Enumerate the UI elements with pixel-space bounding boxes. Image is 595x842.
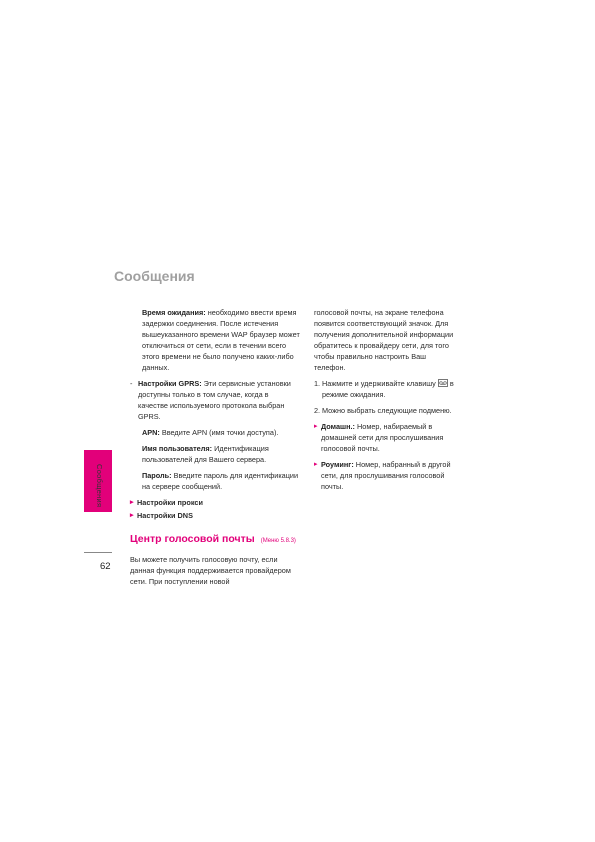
wait-time-item: [130, 307, 300, 373]
voicemail-key-icon: [438, 379, 448, 387]
voicemail-continued-text: голосовой почты, на экране телефона появится соответствующий значок. Для получения дополнительной информации обратитесь к провайдеру сети, для того чтобы правильно настроить Ваш телефон.: [314, 308, 454, 372]
page-number-rule: [84, 552, 112, 553]
bullet-triangle-icon: ▸: [130, 499, 134, 506]
bullet-triangle-icon: ▸: [130, 512, 134, 519]
home-item: [314, 421, 456, 454]
voicemail-center-title: Центр голосовой почты: [130, 533, 255, 545]
username-item: [130, 443, 300, 465]
bullet-triangle-icon: ▸: [314, 461, 318, 468]
apn-label: APN:: [142, 428, 160, 437]
step-2-number: 2.: [314, 406, 321, 415]
right-column: [314, 307, 456, 497]
left-column: [130, 307, 300, 592]
username-text: Идентификация пользователей для Вашего сервера.: [142, 444, 269, 464]
wait-time-label: Время ожидания:: [142, 308, 206, 317]
password-label: Пароль:: [142, 471, 172, 480]
gprs-text: Эти сервисные установки доступны только в том случае, когда в качестве используемого протокола выбран GPRS.: [138, 379, 291, 421]
home-label: Домашн.:: [321, 422, 355, 431]
roaming-item: [314, 459, 456, 492]
roaming-label: Роуминг:: [321, 460, 354, 469]
dns-settings-label: Настройки DNS: [137, 511, 193, 520]
page-number: 62: [100, 561, 111, 572]
username-label: Имя пользователя:: [142, 444, 213, 453]
roaming-text: Номер, набранный в другой сети, для прослушивания голосовой почты.: [321, 460, 451, 491]
password-item: [130, 470, 300, 492]
apn-text: Введите APN (имя точки доступа).: [159, 428, 279, 437]
password-text: Введите пароль для идентификации на сервере сообщений.: [142, 471, 299, 491]
proxy-settings-item: [130, 497, 300, 508]
proxy-settings-label: Настройки прокси: [137, 498, 203, 507]
voicemail-intro-text: Вы можете получить голосовую почту, если данная функция поддерживается провайдером сети. При поступлении новой: [130, 555, 291, 586]
step-2-text: Можно выбрать следующие подменю.: [322, 406, 452, 415]
bullet-triangle-icon: ▸: [314, 423, 318, 430]
voicemail-menu-ref: (Меню 5.8.3): [260, 538, 296, 544]
step-1-text-b: в режиме ожидания.: [322, 379, 454, 399]
step-1-number: 1.: [314, 379, 321, 388]
step-1: [314, 378, 456, 400]
dns-settings-item: [130, 510, 300, 521]
voicemail-center-heading: [130, 533, 300, 548]
step-1-text-a: Нажмите и удерживайте клавишу: [322, 379, 436, 388]
page-title: Сообщения: [114, 268, 195, 284]
step-2: [314, 405, 456, 416]
home-text: Номер, набираемый в домашней сети для прослушивания голосовой почты.: [321, 422, 444, 453]
side-section-label: Сообщения: [95, 464, 104, 508]
gprs-item: [130, 378, 300, 422]
apn-item: [130, 427, 300, 438]
gprs-label: Настройки GPRS:: [138, 379, 202, 388]
wait-time-text: необходимо ввести время задержки соединения. После истечения вышеуказанного времени WAP браузер может отключиться от сети, если в течении всего этого времени не было получено каких-либо данных.: [142, 308, 300, 372]
